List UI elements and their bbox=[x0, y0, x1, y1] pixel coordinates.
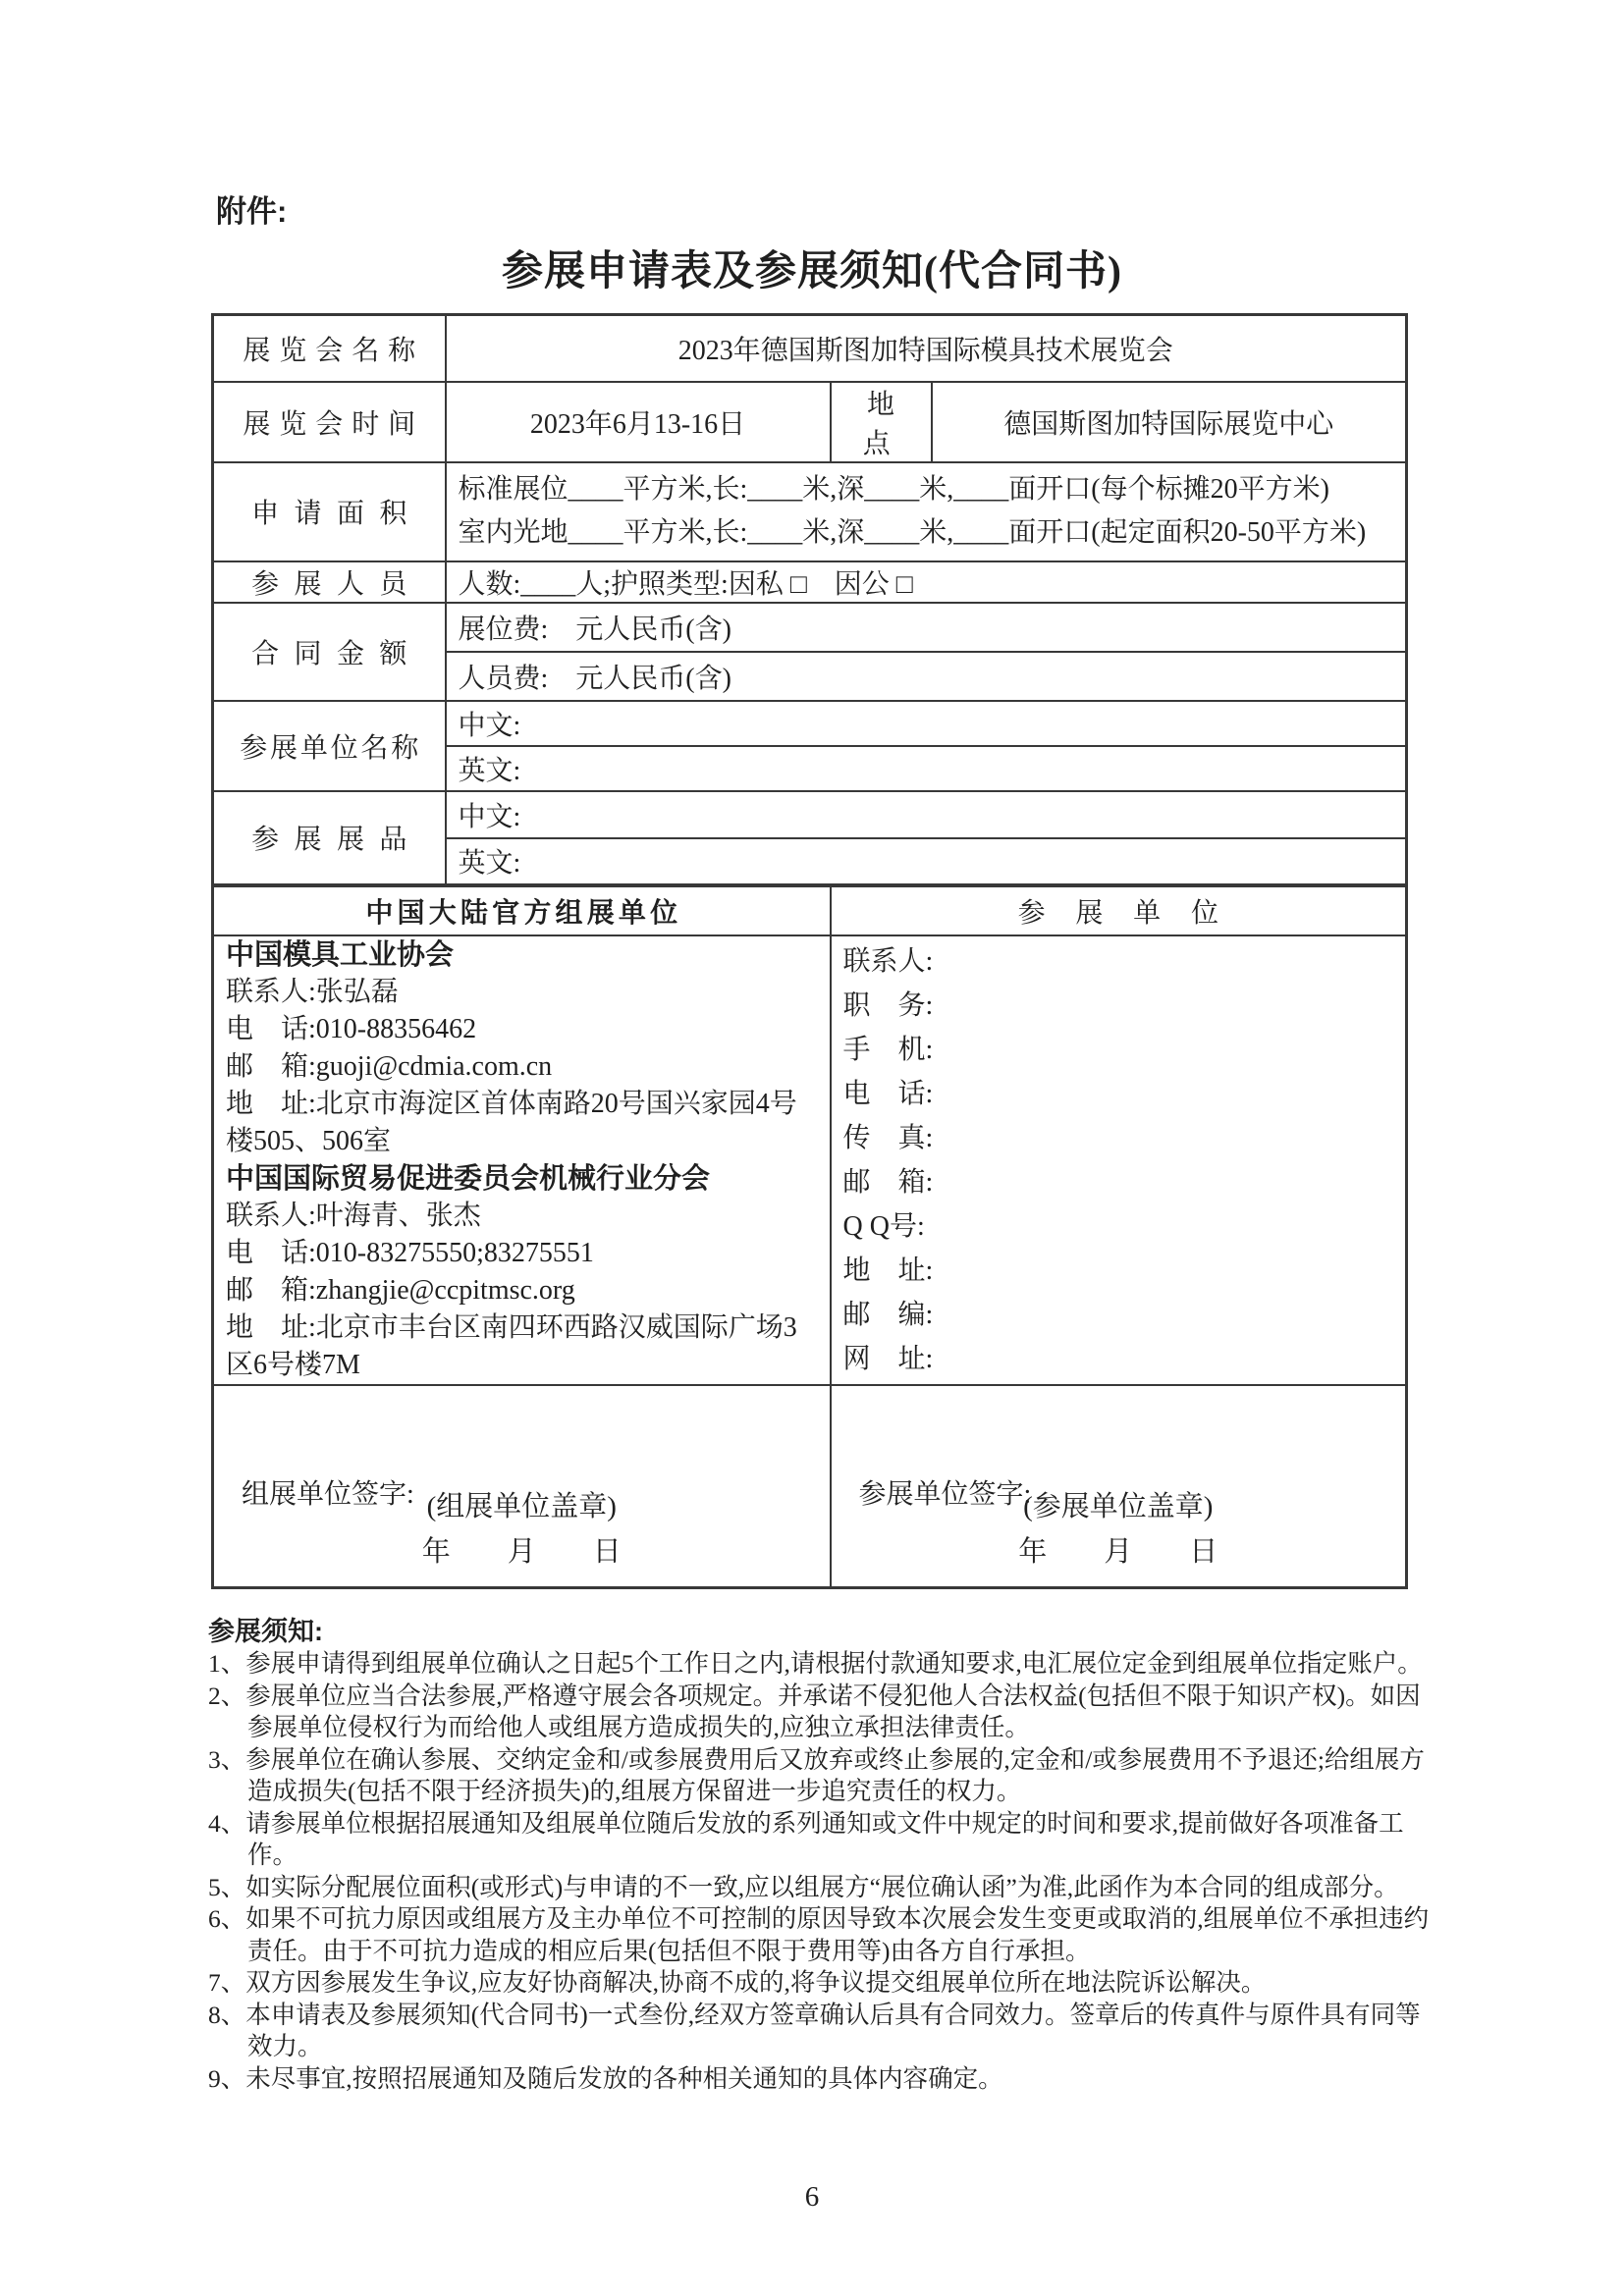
organizer-signature-cell bbox=[213, 1385, 831, 1588]
note-number: 5、 bbox=[208, 1872, 246, 1901]
exhibitor-field-qq: Q Q号: bbox=[842, 1210, 925, 1242]
page-number: 6 bbox=[804, 2181, 820, 2213]
exhibitor-field-phone: 电 话: bbox=[842, 1078, 934, 1109]
note-item-4 bbox=[208, 1808, 1441, 1872]
organizer2-email: 邮 箱:zhangjie@ccpitmsc.org bbox=[226, 1274, 575, 1306]
organizer2-contact: 联系人:叶海青、张杰 bbox=[226, 1200, 481, 1231]
exhibitor-field-email: 邮 箱: bbox=[842, 1166, 934, 1198]
note-text: 参展单位应当合法参展,严格遵守展会各项规定。并承诺不侵犯他人合法权益(包括但不限于知识产权)。如因参展单位侵权行为而给他人或组展方造成损失的,应独立承担法律责任。 bbox=[245, 1681, 1421, 1741]
table-row bbox=[213, 462, 1407, 561]
exhibitor-field-address: 地 址: bbox=[842, 1255, 934, 1286]
booth-fee-line: 展位费: 元人民币(含) bbox=[446, 603, 1407, 652]
exhibits-label: 参展展品 bbox=[213, 791, 446, 885]
personnel-fee-line: 人员费: 元人民币(含) bbox=[446, 652, 1407, 701]
organizer2-address: 地 址:北京市丰台区南四环西路汉威国际广场3区6号楼7M bbox=[226, 1311, 797, 1380]
note-text: 请参展单位根据招展通知及组展单位随后发放的系列通知或文件中规定的时间和要求,提前做好各项准备工作。 bbox=[245, 1808, 1404, 1869]
exhibitor-signature-cell bbox=[831, 1385, 1407, 1588]
exhibitor-info-cell bbox=[831, 935, 1407, 1385]
exhibitor-field-zipcode: 邮 编: bbox=[842, 1299, 934, 1330]
exhibitor-section-header: 参展单位 bbox=[831, 885, 1407, 935]
note-item-3 bbox=[208, 1744, 1441, 1808]
organizer1-phone: 电 话:010-88356462 bbox=[226, 1013, 477, 1044]
organizer-date-line: 年 月 日 bbox=[421, 1536, 622, 1568]
area-raw-space-line: 室内光地____平方米,长:____米,深____米,____面开口(起定面积20-50平方米) bbox=[458, 517, 1367, 548]
exhibits-english-label: 英文: bbox=[446, 838, 1407, 885]
note-item-2 bbox=[208, 1681, 1441, 1744]
organizer-signature-label: 组展单位签字: bbox=[242, 1478, 414, 1510]
table-row bbox=[213, 561, 1407, 603]
note-number: 1、 bbox=[208, 1649, 246, 1678]
organizer1-email: 邮 箱:guoji@cdmia.com.cn bbox=[226, 1050, 553, 1082]
note-number: 4、 bbox=[208, 1808, 246, 1838]
exhibition-time-label: 展览会时间 bbox=[213, 382, 446, 462]
exhibition-time-value: 2023年6月13-16日 bbox=[446, 382, 831, 462]
organizer1-address: 地 址:北京市海淀区首体南路20号国兴家园4号楼505、506室 bbox=[226, 1088, 797, 1156]
note-item-7 bbox=[208, 1967, 1441, 2000]
table-row bbox=[213, 1385, 1407, 1588]
area-standard-booth-line: 标准展位____平方米,长:____米,深____米,____面开口(每个标摊20平方米) bbox=[458, 474, 1329, 505]
organizer1-name: 中国模具工业协会 bbox=[226, 938, 455, 971]
note-text: 参展单位在确认参展、交纳定金和/或参展费用后又放弃或终止参展的,定金和/或参展费用不予退还;给组展方造成损失(包括不限于经济损失)的,组展方保留进一步追究责任的权力。 bbox=[245, 1744, 1425, 1805]
exhibition-name-label: 展览会名称 bbox=[213, 315, 446, 382]
personnel-value: 人数:____人;护照类型:因私 □ 因公 □ bbox=[446, 561, 1407, 603]
contract-amount-label: 合同金额 bbox=[213, 603, 446, 701]
note-item-9 bbox=[208, 2063, 1441, 2096]
note-number: 3、 bbox=[208, 1744, 246, 1774]
organizer-info-cell bbox=[213, 935, 831, 1385]
note-number: 6、 bbox=[208, 1904, 246, 1933]
exhibitor-field-position: 职 务: bbox=[842, 989, 934, 1021]
note-text: 参展申请得到组展单位确认之日起5个工作日之内,请根据付款通知要求,电汇展位定金到组展单位指定账户。 bbox=[245, 1649, 1423, 1678]
note-text: 双方因参展发生争议,应友好协商解决,协商不成的,将争议提交组展单位所在地法院诉讼解决。 bbox=[245, 1968, 1267, 1997]
note-item-1 bbox=[208, 1648, 1441, 1681]
application-form-table bbox=[211, 313, 1408, 1589]
note-number: 7、 bbox=[208, 1968, 246, 1997]
location-value: 德国斯图加特国际展览中心 bbox=[932, 382, 1407, 462]
table-row bbox=[213, 603, 1407, 652]
exhibitor-field-website: 网 址: bbox=[842, 1343, 934, 1374]
exhibits-chinese-label: 中文: bbox=[446, 791, 1407, 838]
exhibitor-signature-label: 参展单位签字: bbox=[858, 1478, 1032, 1510]
notes-section bbox=[208, 1615, 1441, 2095]
document-title: 参展申请表及参展须知(代合同书) bbox=[502, 249, 1122, 294]
exhibitor-field-fax: 传 真: bbox=[842, 1122, 934, 1153]
exhibitor-field-contact: 联系人: bbox=[842, 945, 934, 977]
table-row bbox=[213, 315, 1407, 382]
location-label: 地点 bbox=[831, 382, 932, 462]
note-number: 9、 bbox=[208, 2063, 246, 2093]
note-text: 如实际分配展位面积(或形式)与申请的不一致,应以组展方“展位确认函”为准,此函作为本合同的组成部分。 bbox=[245, 1872, 1399, 1901]
organizer1-contact: 联系人:张弘磊 bbox=[226, 976, 399, 1007]
note-number: 8、 bbox=[208, 2000, 246, 2029]
note-item-8 bbox=[208, 2000, 1441, 2063]
notes-heading: 参展须知: bbox=[208, 1617, 323, 1646]
table-row bbox=[213, 791, 1407, 838]
note-item-6 bbox=[208, 1903, 1441, 1967]
area-label: 申请面积 bbox=[213, 462, 446, 561]
table-row bbox=[213, 885, 1407, 935]
organizer-section-header: 中国大陆官方组展单位 bbox=[213, 885, 831, 935]
note-number: 2、 bbox=[208, 1681, 246, 1710]
organizer-seal-label: (组展单位盖章) bbox=[426, 1491, 617, 1522]
organizer2-phone: 电 话:010-83275550;83275551 bbox=[226, 1237, 594, 1268]
note-text: 本申请表及参展须知(代合同书)一式叁份,经双方签章确认后具有合同效力。签章后的传真件与原件具有同等效力。 bbox=[245, 2000, 1421, 2060]
table-row bbox=[213, 382, 1407, 462]
exhibitor-seal-label: (参展单位盖章) bbox=[1023, 1491, 1214, 1522]
note-item-5 bbox=[208, 1872, 1441, 1904]
note-text: 未尽事宜,按照招展通知及随后发放的各种相关通知的具体内容确定。 bbox=[245, 2063, 1003, 2093]
exhibitor-name-label: 参展单位名称 bbox=[213, 701, 446, 791]
exhibitor-name-chinese-label: 中文: bbox=[446, 701, 1407, 746]
exhibition-name-value: 2023年德国斯图加特国际模具技术展览会 bbox=[446, 315, 1407, 382]
exhibitor-date-line: 年 月 日 bbox=[1018, 1536, 1218, 1568]
table-row bbox=[213, 701, 1407, 746]
personnel-label: 参展人员 bbox=[213, 561, 446, 603]
exhibitor-name-english-label: 英文: bbox=[446, 746, 1407, 791]
exhibitor-field-mobile: 手 机: bbox=[842, 1034, 934, 1065]
organizer2-name: 中国国际贸易促进委员会机械行业分会 bbox=[226, 1162, 711, 1195]
attachment-label: 附件: bbox=[216, 194, 288, 229]
table-row bbox=[213, 935, 1407, 1385]
note-text: 如果不可抗力原因或组展方及主办单位不可控制的原因导致本次展会发生变更或取消的,组展单位不承担违约责任。由于不可抗力造成的相应后果(包括但不限于费用等)由各方自行承担。 bbox=[245, 1904, 1430, 1965]
